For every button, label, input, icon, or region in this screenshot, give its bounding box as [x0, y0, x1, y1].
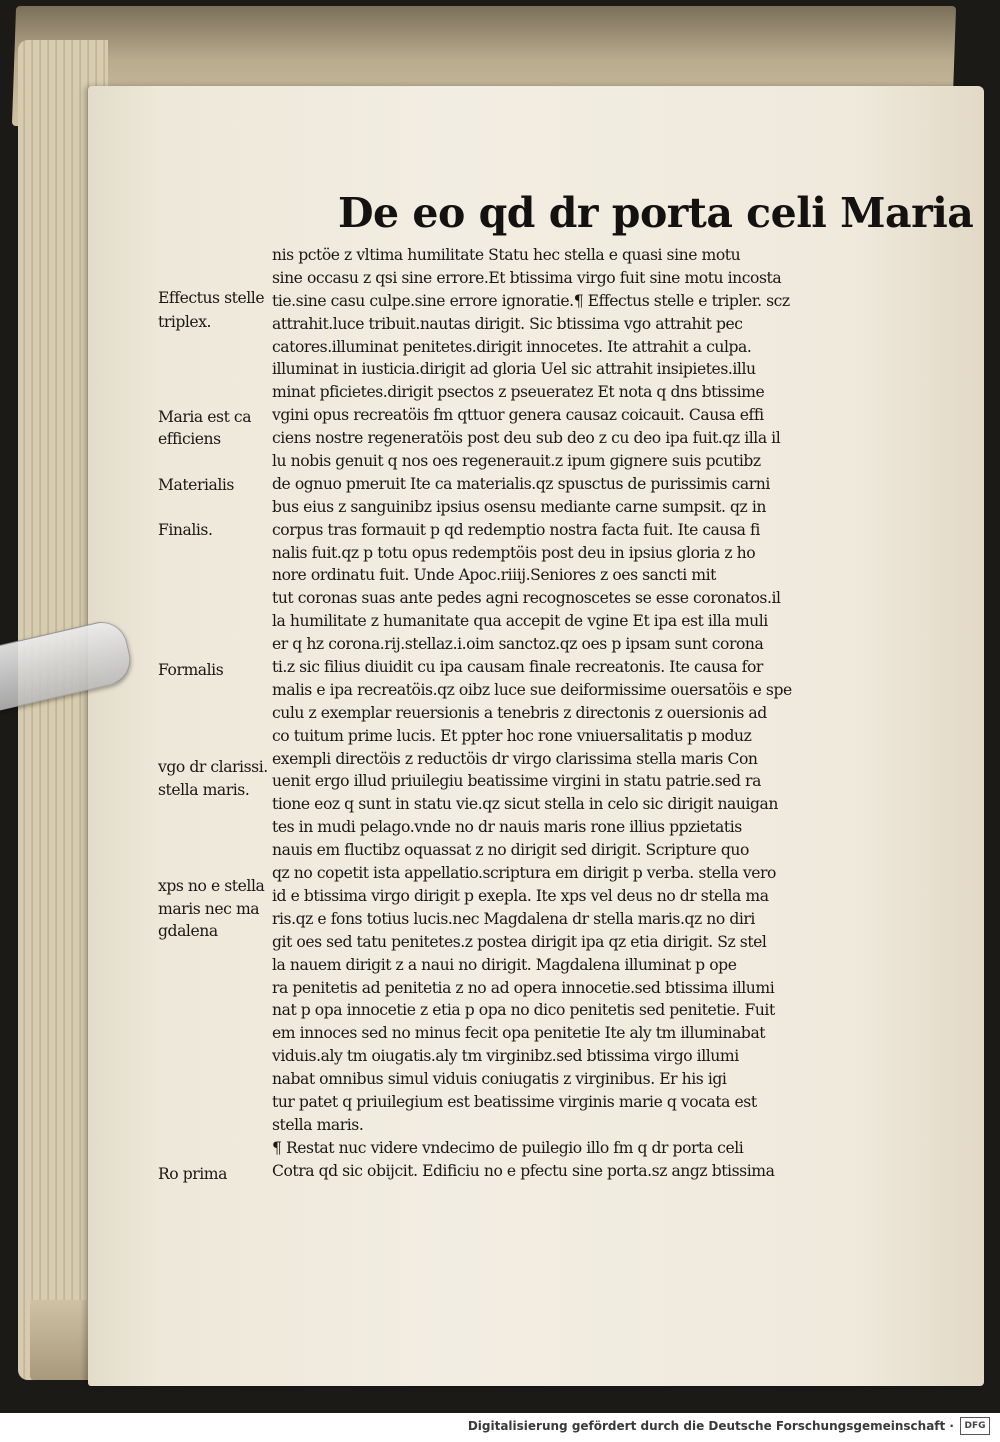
text-line: minat pficietes.dirigit psectos z pseueratez Et nota q dns btissime [272, 383, 765, 402]
text-line: vgini opus recreatöis fm qttuor genera causaz coicauit. Causa effi [272, 406, 764, 425]
text-line: nore ordinatu fuit. Unde Apoc.riiij.Seniores z oes sancti mit [272, 566, 716, 585]
text-line: tur patet q priuilegium est beatissime virginis marie q vocata est [272, 1092, 757, 1111]
text-line: co tuitum prime lucis. Et ppter hoc rone vniuersalitatis p moduz [272, 726, 752, 745]
marginal-note: triplex. [158, 313, 212, 331]
footer-bar [0, 1413, 1000, 1442]
text-line: la humilitate z humanitate qua accepit de vgine Et ipa est illa muli [272, 612, 768, 631]
text-line: de ognuo pmeruit Ite ca materialis.qz spusctus de purissimis carni [272, 474, 770, 493]
text-line: ti.z sic filius diuidit cu ipa causam finale recreatonis. Ite causa for [272, 658, 763, 677]
text-line: git oes sed tatu penitetes.z postea dirigit ipa qz etia dirigit. Sz stel [272, 932, 767, 951]
dfg-logo-icon: DFG [960, 1417, 990, 1435]
text-line: viduis.aly tm oiugatis.aly tm virginibz.sed btissima virgo illumi [272, 1047, 739, 1066]
marginal-note: vgo dr clarissi. [158, 758, 268, 776]
text-line: ciens nostre regeneratöis post deu sub deo z cu deo ipa fuit.qz illa il [272, 429, 781, 448]
text-line: tie.sine casu culpe.sine errore ignoratie.¶ Effectus stelle e tripler. scz [272, 291, 790, 310]
text-line: exempli directöis z reductöis dr virgo clarissima stella maris Con [272, 749, 758, 768]
marginal-note: Effectus stelle [158, 289, 265, 307]
marginal-note: Maria est ca [158, 408, 252, 426]
marginal-note: maris nec ma [158, 900, 260, 918]
text-line: tut coronas suas ante pedes agni recognoscetes se esse coronatos.il [272, 589, 781, 608]
running-head: De eo qd dr porta celi Maria [338, 189, 974, 237]
marginal-note: Ro prima [158, 1165, 227, 1183]
text-line: nat p opa innocetie z etia p opa no dico penitetis sed penitetie. Fuit [272, 1001, 775, 1020]
text-line: nalis fuit.qz p totu opus redemptöis post deu in ipsius gloria z ho [272, 543, 756, 562]
text-line: tione eoz q sunt in statu vie.qz sicut stella in celo sic dirigit nauigan [272, 795, 778, 814]
text-line: la nauem dirigit z a naui no dirigit. Magdalena illuminat p ope [272, 955, 737, 974]
marginal-note: Finalis. [158, 521, 213, 539]
text-line: sine occasu z qsi sine errore.Et btissima virgo fuit sine motu incosta [272, 268, 782, 287]
text-line: id e btissima virgo dirigit p exepla. Ite xps vel deus no dr stella ma [272, 886, 769, 905]
text-line: qz no copetit ista appellatio.scriptura em dirigit p verba. stella vero [272, 864, 776, 883]
text-line: malis e ipa recreatöis.qz oibz luce sue deiformissime ouersatöis e spe [272, 680, 792, 699]
text-line: corpus tras formauit p qd redemptio nostra facta fuit. Ite causa fi [272, 520, 760, 539]
text-line: lu nobis genuit q nos oes regenerauit.z ipum gignere suis pcutibz [272, 452, 761, 471]
text-line: bus eius z sanguinibz ipsius osensu mediante carne sumpsit. qz in [272, 497, 766, 516]
text-line: em innoces sed no minus fecit opa penitetie Ite aly tm illuminabat [272, 1024, 766, 1043]
text-line: stella maris. [272, 1115, 364, 1134]
text-line: culu z exemplar reuersionis a tenebris z directonis z ouersionis ad [272, 703, 767, 722]
funding-credit: Digitalisierung gefördert durch die Deutsche Forschungsgemeinschaft · [467, 1419, 954, 1433]
marginal-note: stella maris. [158, 781, 250, 799]
text-line: tes in mudi pelago.vnde no dr nauis maris rone illius ppzietatis [272, 818, 742, 837]
text-line: catores.illuminat penitetes.dirigit innocetes. Ite attrahit a culpa. [272, 337, 752, 356]
marginal-note: Formalis [158, 661, 224, 679]
main-text-block [272, 244, 852, 1183]
text-line: illuminat in iusticia.dirigit ad gloria Uel sic attrahit insipietes.illu [272, 360, 756, 379]
marginal-note: xps no e stella [158, 877, 265, 895]
text-line: ra penitetis ad penitetia z no ad opera innocetie.sed btissima illumi [272, 978, 775, 997]
marginal-note: gdalena [158, 922, 218, 940]
marginal-note: efficiens [158, 430, 221, 448]
text-line: attrahit.luce tribuit.nautas dirigit. Sic btissima vgo attrahit pec [272, 314, 743, 333]
text-line: nauis em fluctibz oquassat z no dirigit sed dirigit. Scripture quo [272, 841, 749, 860]
text-line: er q hz corona.rij.stellaz.i.oim sanctoz.qz oes p ipsam sunt corona [272, 635, 764, 654]
text-line: nis pctöe z vltima humilitate Statu hec stella e quasi sine motu [272, 246, 741, 264]
marginal-note: Materialis [158, 476, 234, 494]
text-line: Cotra qd sic obijcit. Edificiu no e pfectu sine porta.sz angz btissima [272, 1161, 775, 1180]
text-line: nabat omnibus simul viduis coniugatis z virginibus. Er his igi [272, 1070, 727, 1089]
text-line: ¶ Restat nuc videre vndecimo de puilegio illo fm q dr porta celi [272, 1138, 744, 1157]
text-line: ris.qz e fons totius lucis.nec Magdalena dr stella maris.qz no diri [272, 909, 755, 928]
text-line: uenit ergo illud priuilegiu beatissime virgini in statu patrie.sed ra [272, 772, 761, 791]
